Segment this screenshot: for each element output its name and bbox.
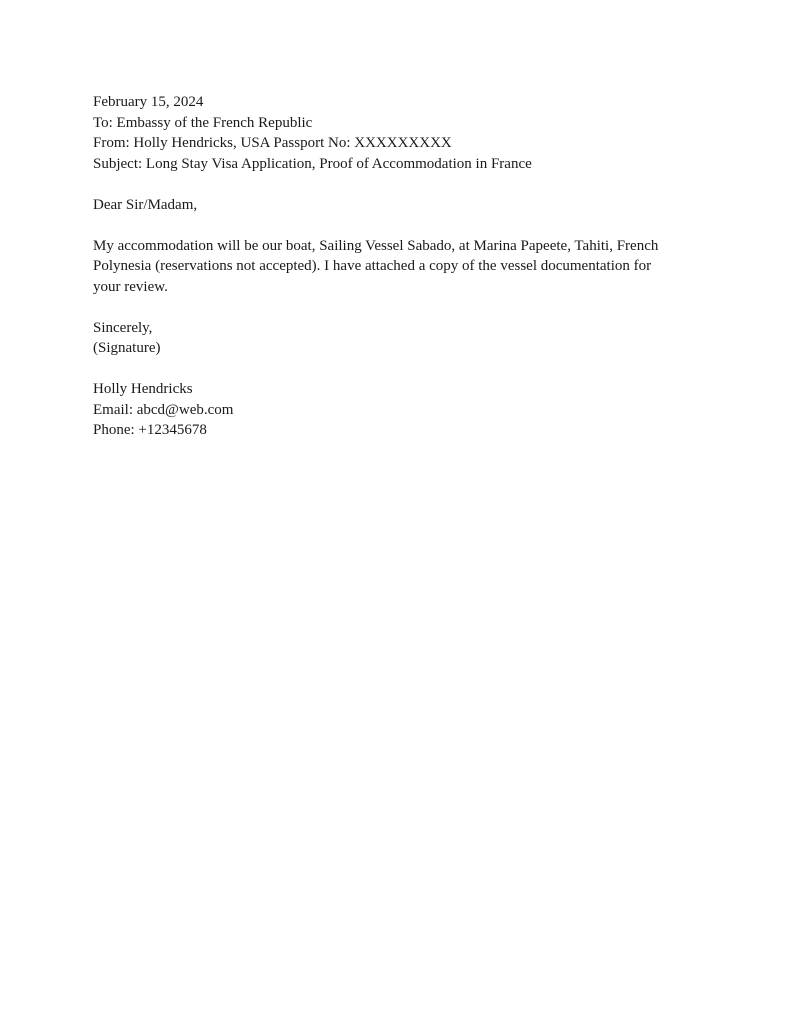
letter bbox=[93, 92, 693, 441]
letter-body bbox=[93, 236, 693, 298]
letter-body-line: your review. bbox=[93, 278, 168, 295]
letter-subject: Subject: Long Stay Visa Application, Proof of Accommodation in France bbox=[93, 155, 532, 172]
letter-date: February 15, 2024 bbox=[93, 94, 204, 110]
spacer bbox=[93, 297, 693, 318]
letter-sender: From: Holly Hendricks, USA Passport No: XXXXXXXXX bbox=[93, 135, 452, 151]
spacer bbox=[93, 174, 693, 195]
spacer bbox=[93, 359, 693, 380]
letter-body-line: My accommodation will be our boat, Sailing Vessel Sabado, at Marina Papeete, Tahiti, French bbox=[93, 237, 659, 254]
sender-email: Email: abcd@web.com bbox=[93, 401, 234, 418]
letter-closing: Sincerely, bbox=[93, 319, 153, 336]
letter-body-line: Polynesia (reservations not accepted). I have attached a copy of the vessel documentation for bbox=[93, 258, 652, 274]
letter-signature: (Signature) bbox=[93, 340, 161, 356]
letter-salutation: Dear Sir/Madam, bbox=[93, 196, 198, 213]
letter-recipient: To: Embassy of the French Republic bbox=[93, 114, 313, 131]
sender-name: Holly Hendricks bbox=[93, 381, 193, 397]
sender-phone: Phone: +12345678 bbox=[93, 422, 207, 438]
spacer bbox=[93, 215, 693, 236]
